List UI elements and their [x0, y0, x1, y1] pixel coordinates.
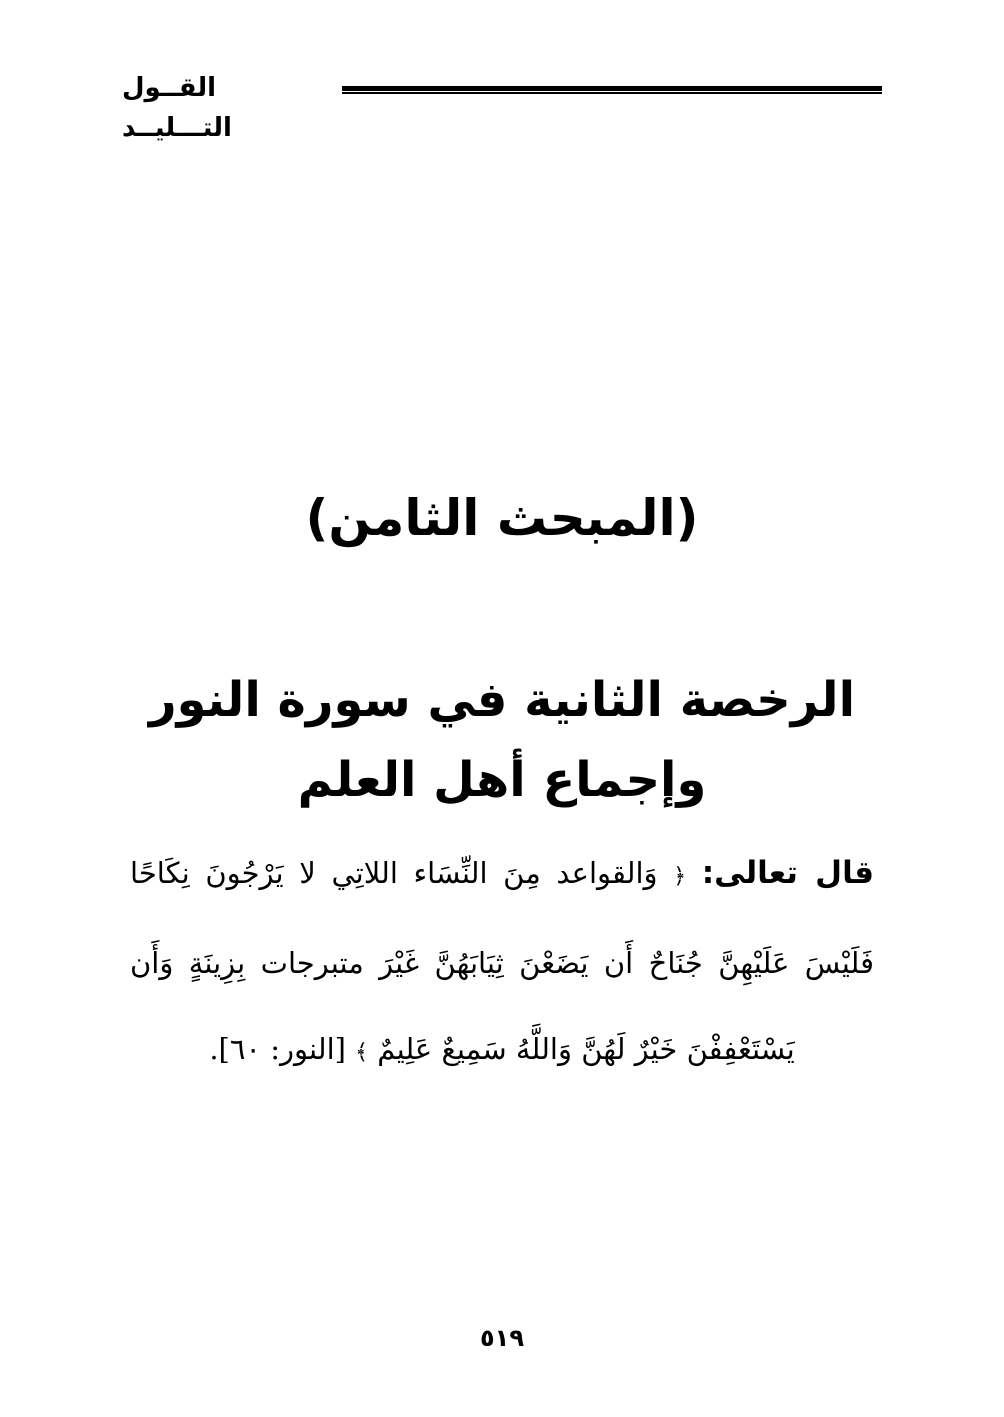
verse-open-bracket: ﴿	[673, 864, 687, 889]
verse-intro: قال تعالى:	[701, 855, 875, 891]
quran-verse: وَالقواعد مِنَ النِّسَاء اللاتِي لا يَرْجُونَ نِكَاحًا فَلَيْسَ عَلَيْهِنَّ جُنَاحٌ أَن يَضَعْنَ ثِيَابَهُنَّ غَيْرَ متبرجات بِزِينَةٍ وَأَن يَسْتَعْفِفْنَ خَيْرٌ لَهُنَّ وَاللَّهُ سَمِيعٌ عَلِيمٌ	[130, 856, 874, 1066]
section-subheading: الرخصة الثانية في سورة النور وإجماع أهل العلم	[148, 672, 856, 808]
running-header	[122, 68, 882, 143]
header-rule-thick	[342, 86, 882, 91]
verse-citation: [النور: ٦٠].	[209, 1032, 346, 1066]
section-heading: (المبحث الثامن)	[305, 489, 699, 547]
header-rule-thin	[342, 92, 882, 94]
running-title: القــول التـــليــد	[122, 73, 232, 143]
body-paragraph	[130, 830, 874, 1096]
page-number: ٥١٩	[480, 1324, 524, 1352]
verse-close-bracket: ﴾	[355, 1040, 369, 1065]
header-double-rule	[342, 86, 882, 94]
